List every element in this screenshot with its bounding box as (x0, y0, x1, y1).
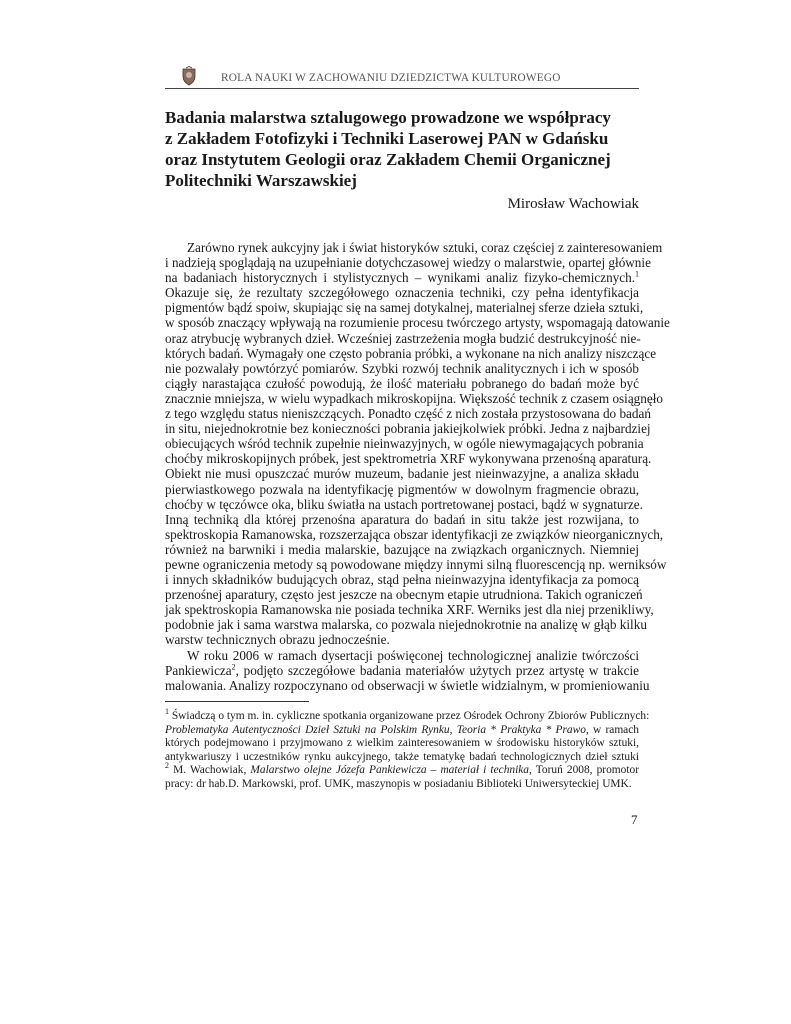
body-line: przenośnej aparatury, często jest jeszcze na obecnym etapie utrudniona. Takich ograniczeń (165, 587, 643, 603)
title-line: oraz Instytutem Geologii oraz Zakładem Chemii Organicznej (165, 150, 611, 169)
body-line: również na barwniki i media malarskie, bazujące na związkach organicznych. Niemniej (165, 541, 639, 557)
body-line (165, 663, 639, 678)
footnote-text: , w ramach (585, 723, 639, 736)
article-title (165, 107, 639, 191)
body-line: in situ, niejednokrotnie bez konieczności pobrania jakiejkolwiek próbki. Jedna z najbardziej (165, 421, 651, 437)
running-header (165, 66, 639, 90)
body-line: nie pozwalały powtórzyć pomiarów. Szybki rozwój technik analitycznych i ich w sposób (165, 360, 639, 376)
footnote-line: których podejmowano i przyjmowano z wielkim zainteresowaniem w środowisku historyków sztuki, (165, 737, 639, 750)
body-line: malowania. Analizy rozpoczynano od obserwacji w świetle widzialnym, w promieniowaniu (165, 677, 650, 693)
body-line-text: na badaniach historycznych i stylistycznych – wynikami analiz fizyko-chemicznych. (165, 270, 635, 286)
body-line: podobnie jak i sama warstwa malarska, co pozwala niejednokrotnie na analizę w głąb kilku (165, 617, 647, 633)
crest-icon (179, 66, 199, 86)
footnote-1 (165, 707, 650, 724)
body-line: w sposób znaczący wpływają na rozumienie procesu twórczego artysty, wspomagają datowanie (165, 315, 670, 331)
title-line: Badania malarstwa sztalugowego prowadzone we współpracy (165, 108, 611, 127)
footnote-2 (165, 761, 639, 778)
body-line: pewne ograniczenia metody są powodowane między innymi silną fluorescencją np. werniksów (165, 556, 667, 572)
body-line: pigmentów bądź spoiw, skupiając się na samej dotykalnej, materialnej sferze dzieła sztuki, (165, 300, 644, 316)
footnote-italic-text: Malarstwo olejne Józefa Pankiewicza – materiał i technika (250, 764, 529, 777)
footnote-text: , Toruń 2008, promotor (529, 764, 639, 777)
footnote-rule (165, 701, 309, 702)
body-line: z tego względu status nieniszczących. Ponadto część z nich została przystosowana do badań (165, 406, 651, 422)
body-line: i innych składników budujących obraz, stąd pełna nieinwazyjna identyfikacja za pomocą (165, 572, 639, 588)
body-line: choćby w tęczówce oka, bliku światła na ustach portretowanej postaci, bądź w sygnaturze. (165, 496, 643, 512)
footnote-line (165, 724, 639, 738)
body-line: obiecujących wśród technik zupełnie nieinwazyjnych, w ogóle niewymagających pobrania (165, 436, 644, 452)
header-rule (165, 88, 639, 89)
body-line: jak spektroskopia Ramanowska nie posiada technika XRF. Werniks jest dla niej przenikliwy, (165, 602, 654, 618)
footnote-ref-1[interactable]: 1 (635, 269, 639, 279)
body-line: ciągły narastająca czułość powodują, że ilość materiału pobranego do badań może być (165, 375, 639, 391)
body-line (165, 270, 639, 285)
body-line: pierwiastkowego pozwala na identyfikację pigmentów w dowolnym fragmencie obrazu, (165, 481, 639, 497)
body-line: których badań. Wymagały one często pobrania próbki, a wykonane na nich analizy niszczące (165, 345, 657, 361)
footnote-text: Świadczą o tym m. in. cykliczne spotkania organizowane przez Ośrodek Ochrony Zbiorów Publicznych: (169, 710, 650, 722)
body-line: spektroskopia Ramanowska, rozszerzająca obszar identyfikacji ze związków nieorganicznych, (165, 526, 664, 542)
body-line-text: Pankiewicza (165, 662, 232, 678)
footnotes (165, 707, 650, 792)
footnote-italic-text: Problematyka Autentyczności Dzieł Sztuki na Polskim Rynku, Teoria * Praktyka * Prawo (165, 723, 586, 736)
body-text (165, 240, 670, 693)
footnote-marker: 2 (165, 761, 169, 771)
body-line: Okazuje się, że rezultaty szczegółowego oznaczenia techniki, czy pełna identyfikacja (165, 285, 639, 301)
footnote-text: M. Wachowiak, (169, 764, 251, 777)
body-line: znacznie mniejsza, w wielu wypadkach mikroskopijna. Większość technik z czasem osiągnęło (165, 390, 663, 406)
body-line-text: , podjęto szczegółowe badania materiałów użytych przez artystę w trakcie (235, 662, 639, 678)
title-line: Politechniki Warszawskiej (165, 171, 357, 190)
body-line: Inną techniką dla której przenośna aparatura do badań in situ także jest rozwijana, to (165, 511, 639, 527)
footnote-marker: 1 (165, 707, 169, 717)
title-line: z Zakładem Fotofizyki i Techniki Laserowej PAN w Gdańsku (165, 129, 609, 148)
footnote-line: pracy: dr hab.D. Markowski, prof. UMK, maszynopis w posiadaniu Biblioteki Uniwersyteckiej UMK. (165, 777, 632, 790)
body-line: i nadzieją spoglądają na uzupełnianie dotychczasowej wiedzy o malarstwie, opartej głównie (165, 255, 651, 271)
body-line: W roku 2006 w ramach dysertacji poświęconej technologicznej analizie twórczości (187, 647, 639, 663)
footnote-line: antykwariuszy i uczestników rynku aukcyjnego, także tematykę badań technologicznych dzieł sztuki (165, 750, 639, 763)
author-name: Mirosław Wachowiak (507, 196, 639, 212)
body-line: choćby mikroskopijnych próbek, jest spektrometria XRF wykonywana przenośną aparaturą. (165, 451, 652, 467)
footnote-ref-2[interactable]: 2 (231, 662, 236, 672)
body-line: oraz atrybucję wybranych dzieł. Wcześniej zastrzeżenia mogła budzić destrukcyjność nie- (165, 330, 641, 346)
running-title: ROLA NAUKI W ZACHOWANIU DZIEDZICTWA KULTUROWEGO (221, 72, 561, 84)
body-line: warstw technicznych obrazu jednocześnie. (165, 632, 390, 648)
body-line: Zarówno rynek aukcyjny jak i świat historyków sztuki, coraz częściej z zainteresowaniem (187, 240, 663, 255)
page-number: 7 (631, 812, 638, 827)
body-line: Obiekt nie musi opuszczać murów muzeum, badanie jest nieinwazyjne, a analiza składu (165, 466, 639, 482)
